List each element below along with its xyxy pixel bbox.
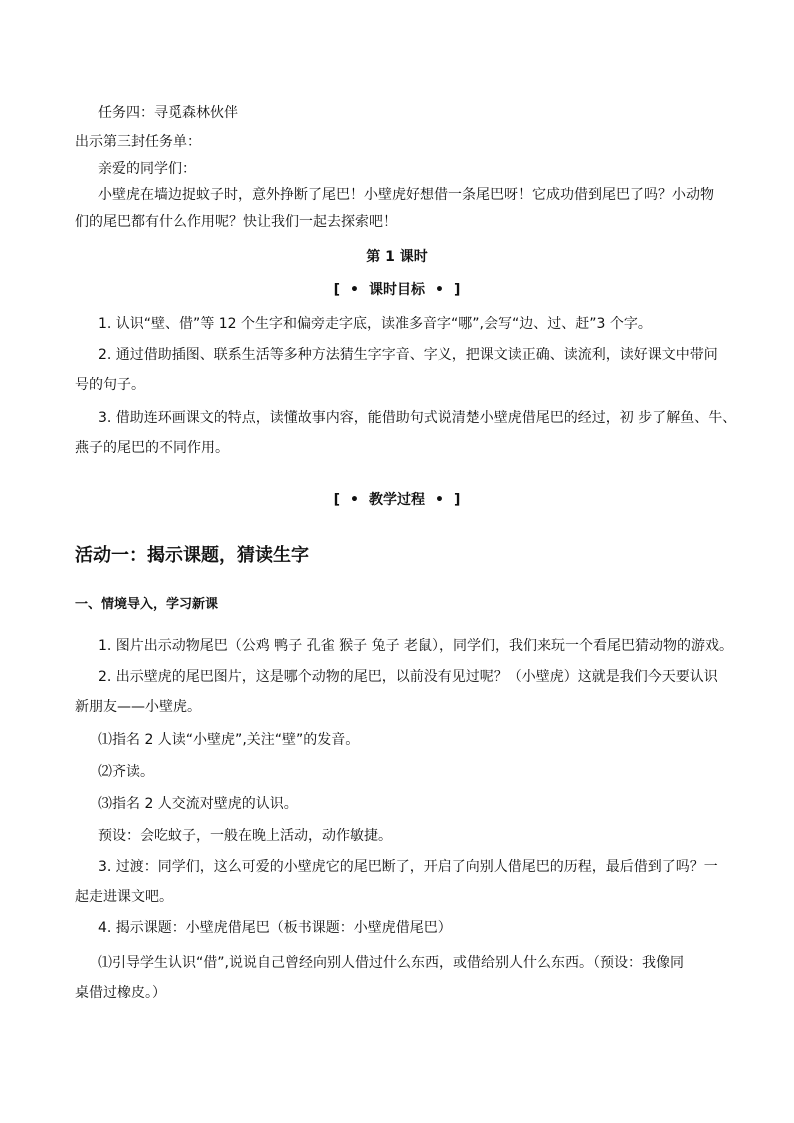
activity-title: 活动一：揭示课题，猜读生字 bbox=[75, 545, 309, 566]
process-heading-dot-2: • bbox=[435, 492, 444, 508]
body-line: 4. 揭示课题：小壁虎借尾巴（板书课题：小壁虎借尾巴） bbox=[98, 920, 452, 936]
goals-heading-close: ] bbox=[453, 282, 461, 298]
body-line: 新朋友——小壁虎。 bbox=[75, 699, 201, 715]
body-line: 2. 出示壁虎的尾巴图片，这是哪个动物的尾巴，以前没有见过呢？（小壁虎）这就是我们今天要认识 bbox=[98, 669, 718, 685]
goal-item: 号的句子。 bbox=[75, 377, 145, 393]
greeting-line: 亲爱的同学们： bbox=[98, 161, 196, 177]
process-heading-label: 教学过程 bbox=[369, 492, 425, 508]
goal-item: 燕子的尾巴的不同作用。 bbox=[75, 440, 229, 456]
intro-line-2: 们的尾巴都有什么作用呢？快让我们一起去探索吧！ bbox=[75, 214, 397, 230]
goals-heading-dot-1: • bbox=[350, 282, 359, 298]
goals-heading-open: [ bbox=[333, 282, 341, 298]
goal-item: 3. 借助连环画课文的特点，读懂故事内容，能借助句式说清楚小壁虎借尾巴的经过，初 步了解鱼、牛、 bbox=[98, 410, 737, 426]
goal-item: 1. 认识“壁、借”等 12 个生字和偏旁走字底，读准多音字“哪”,会写“边、过、赶”3 个字。 bbox=[98, 316, 652, 332]
process-heading-open: [ bbox=[333, 492, 341, 508]
process-heading-close: ] bbox=[453, 492, 461, 508]
task-title: 任务四：寻觅森林伙伴 bbox=[98, 105, 238, 121]
body-line: ⑵齐读。 bbox=[98, 764, 154, 780]
intro-line-1: 小壁虎在墙边捉蚊子时，意外挣断了尾巴！小壁虎好想借一条尾巴呀！它成功借到尾巴了吗？小动物 bbox=[98, 187, 714, 203]
section-title: 一、情境导入，学习新课 bbox=[75, 597, 219, 612]
show-task-line: 出示第三封任务单： bbox=[75, 134, 201, 150]
body-line: ⑴指名 2 人读“小壁虎”,关注“壁”的发音。 bbox=[98, 732, 360, 748]
process-heading-dot-1: • bbox=[350, 492, 359, 508]
body-line: 预设：会吃蚊子，一般在晚上活动，动作敏捷。 bbox=[98, 828, 392, 844]
body-line: ⑶指名 2 人交流对壁虎的认识。 bbox=[98, 796, 298, 812]
goals-heading-label: 课时目标 bbox=[369, 282, 425, 298]
body-line: ⑴引导学生认识“借”,说说自己曾经向别人借过什么东西，或借给别人什么东西。（预设：我像同 bbox=[98, 955, 684, 971]
body-line: 桌借过橡皮。） bbox=[75, 985, 166, 1001]
goal-item: 2. 通过借助插图、联系生活等多种方法猜生字字音、字义，把课文读正确、读流利，读好课文中带问 bbox=[98, 347, 718, 363]
process-heading bbox=[0, 490, 794, 510]
lesson-title: 第 1 课时 bbox=[366, 249, 428, 265]
goals-heading bbox=[0, 280, 794, 300]
body-line: 起走进课文吧。 bbox=[75, 889, 173, 905]
body-line: 3. 过渡：同学们，这么可爱的小壁虎它的尾巴断了，开启了向别人借尾巴的历程，最后借到了吗？一 bbox=[98, 859, 718, 875]
body-line: 1. 图片出示动物尾巴（公鸡 鸭子 孔雀 猴子 兔子 老鼠），同学们，我们来玩一个看尾巴猜动物的游戏。 bbox=[98, 638, 734, 654]
goals-heading-dot-2: • bbox=[435, 282, 444, 298]
